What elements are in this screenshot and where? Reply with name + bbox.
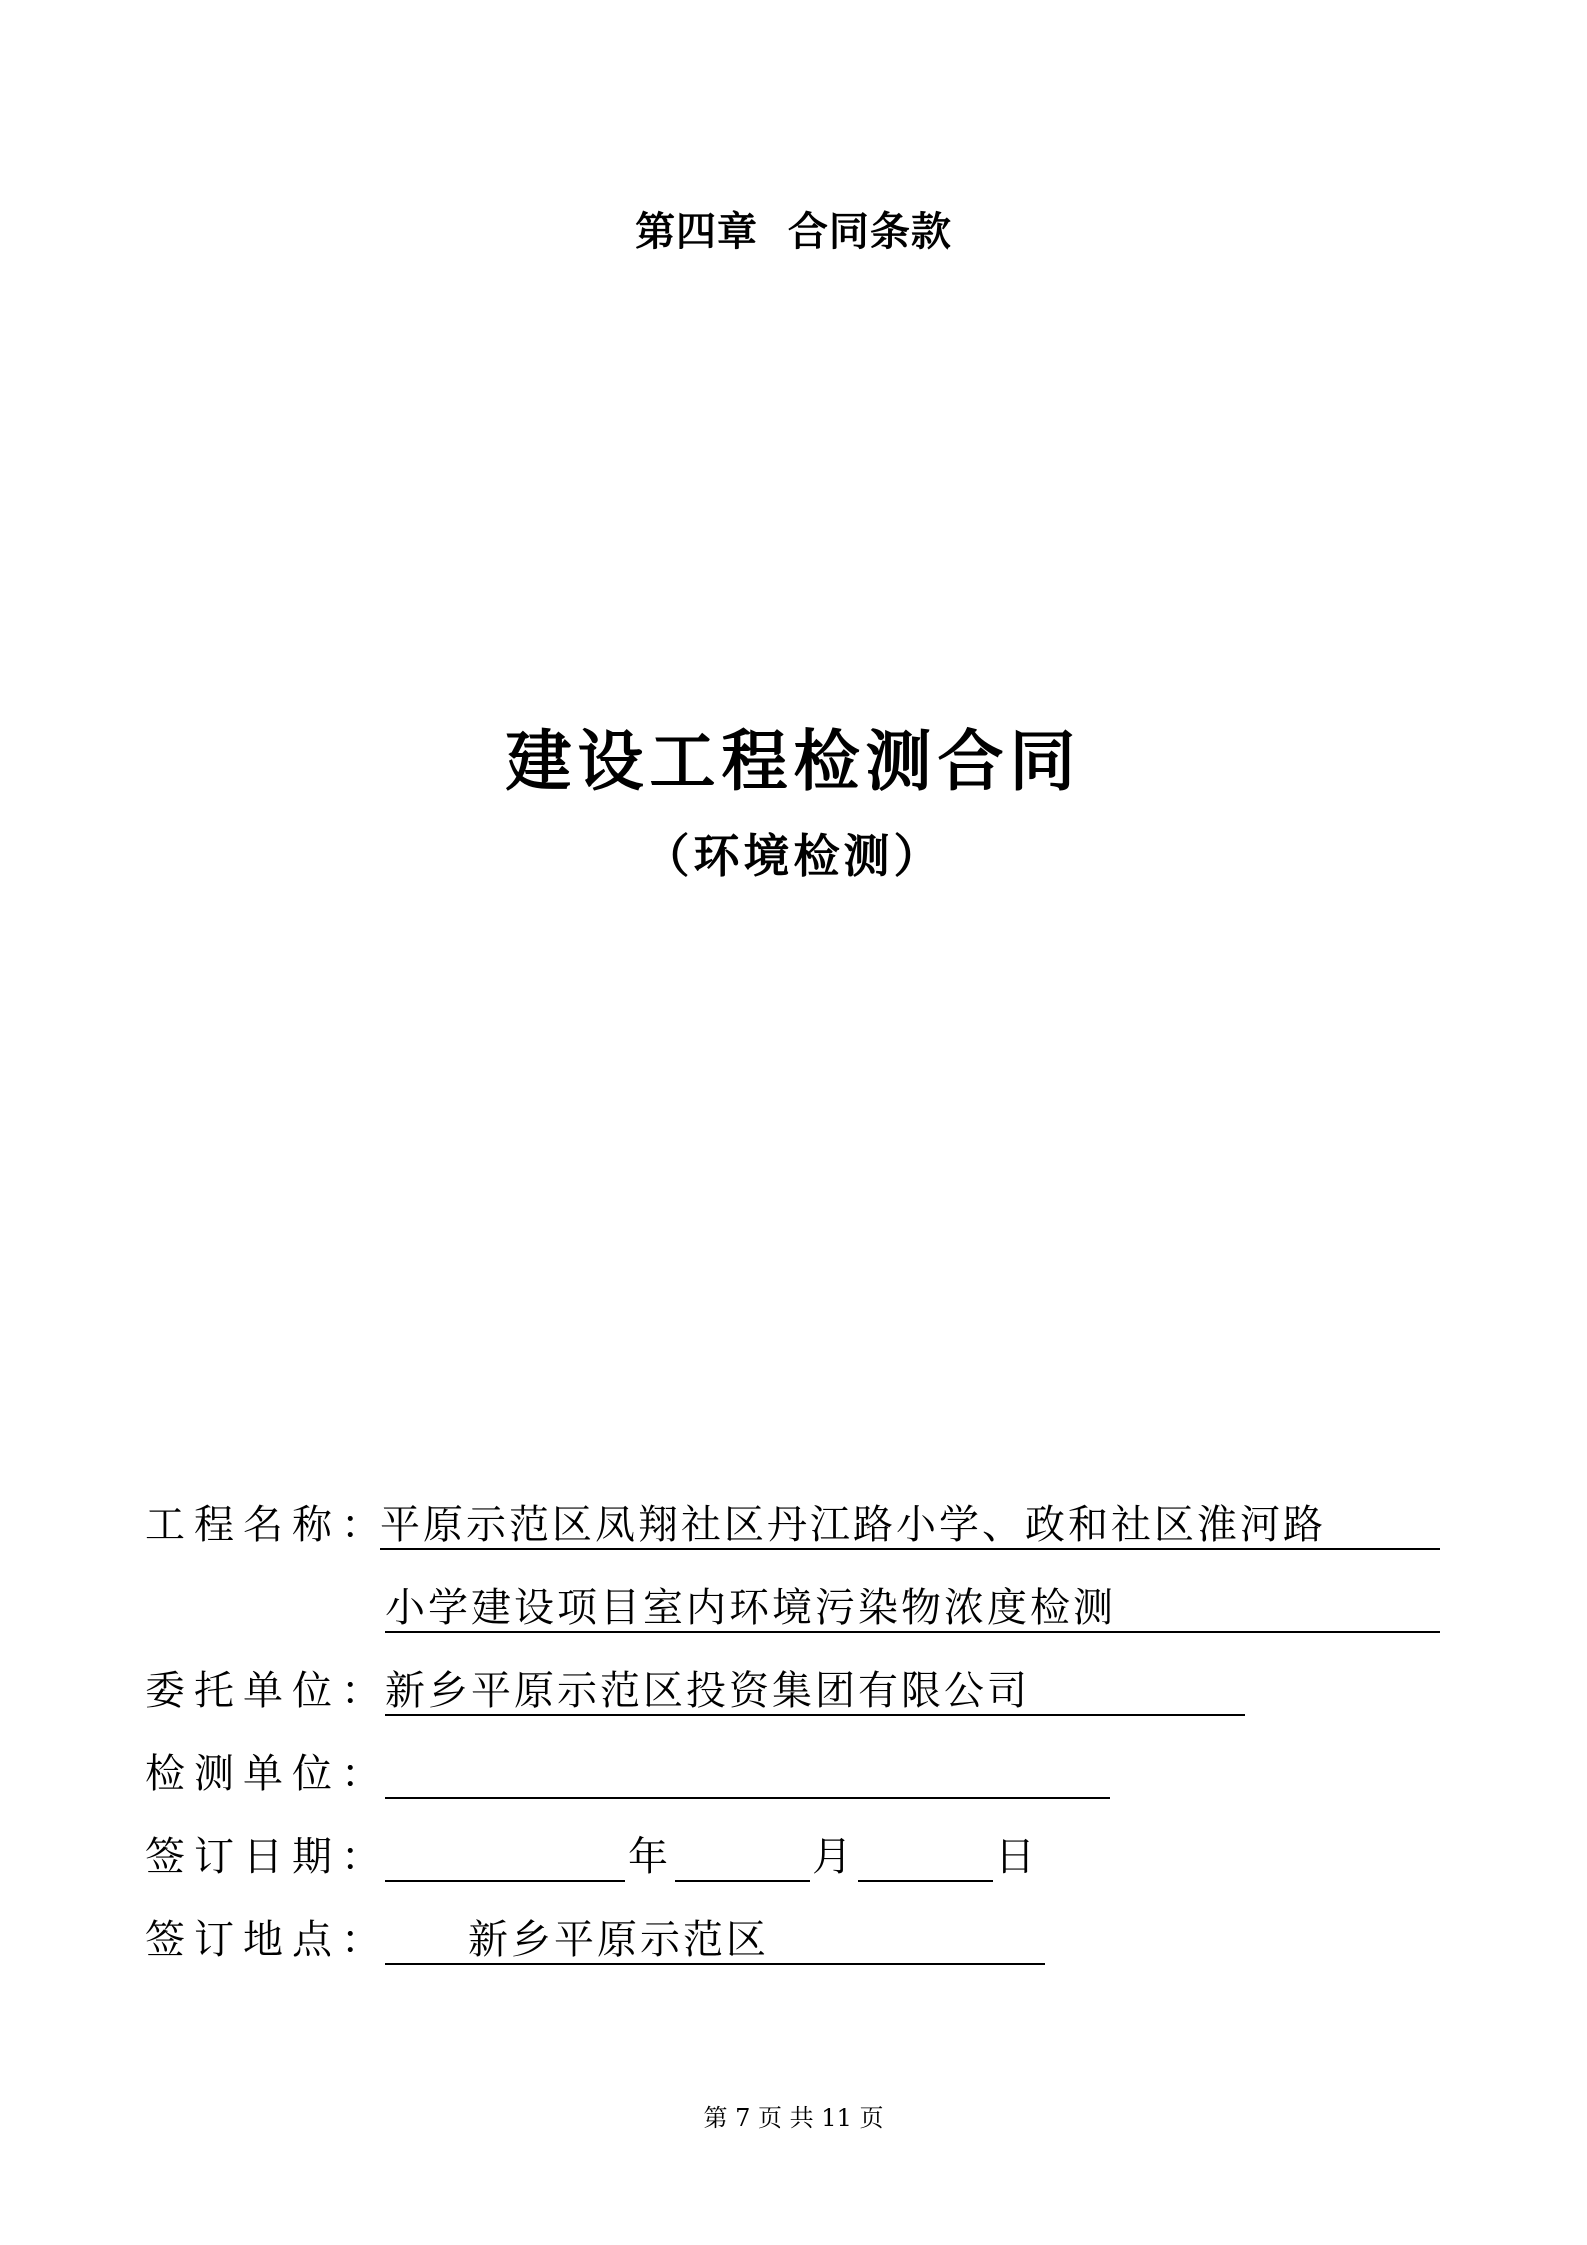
project-name-value-line1: 平原示范区凤翔社区丹江路小学、政和社区淮河路: [380, 1502, 1326, 1548]
chapter-title: 第四章 合同条款: [635, 208, 952, 255]
client-underline: [385, 1714, 1245, 1716]
document-title: 建设工程检测合同: [505, 722, 1082, 800]
testing-unit-underline: [385, 1797, 1110, 1799]
signing-place-underline: [385, 1963, 1045, 1965]
client-label: 委托单位：: [145, 1668, 390, 1714]
signing-date-month-underline: [675, 1880, 810, 1882]
signing-date-year-underline: [385, 1880, 625, 1882]
document-subtitle: （环境检测）: [643, 829, 944, 883]
page-number-footer: 第 7 页 共 11 页: [703, 2104, 884, 2132]
project-name-value-line2: 小学建设项目室内环境污染物浓度检测: [385, 1585, 1116, 1631]
project-name-label: 工程名称：: [145, 1502, 390, 1548]
signing-place-value: 新乡平原示范区: [468, 1917, 769, 1963]
client-value: 新乡平原示范区投资集团有限公司: [385, 1668, 1030, 1714]
signing-date-day-label: 日: [995, 1834, 1038, 1880]
signing-date-label: 签订日期：: [145, 1834, 390, 1880]
signing-date-day-underline: [858, 1880, 993, 1882]
project-name-underline-1: [380, 1548, 1440, 1550]
testing-unit-label: 检测单位：: [145, 1751, 390, 1797]
signing-date-year-label: 年: [628, 1834, 671, 1880]
signing-place-label: 签订地点：: [145, 1917, 390, 1963]
project-name-underline-2: [385, 1631, 1440, 1633]
signing-date-month-label: 月: [812, 1834, 855, 1880]
